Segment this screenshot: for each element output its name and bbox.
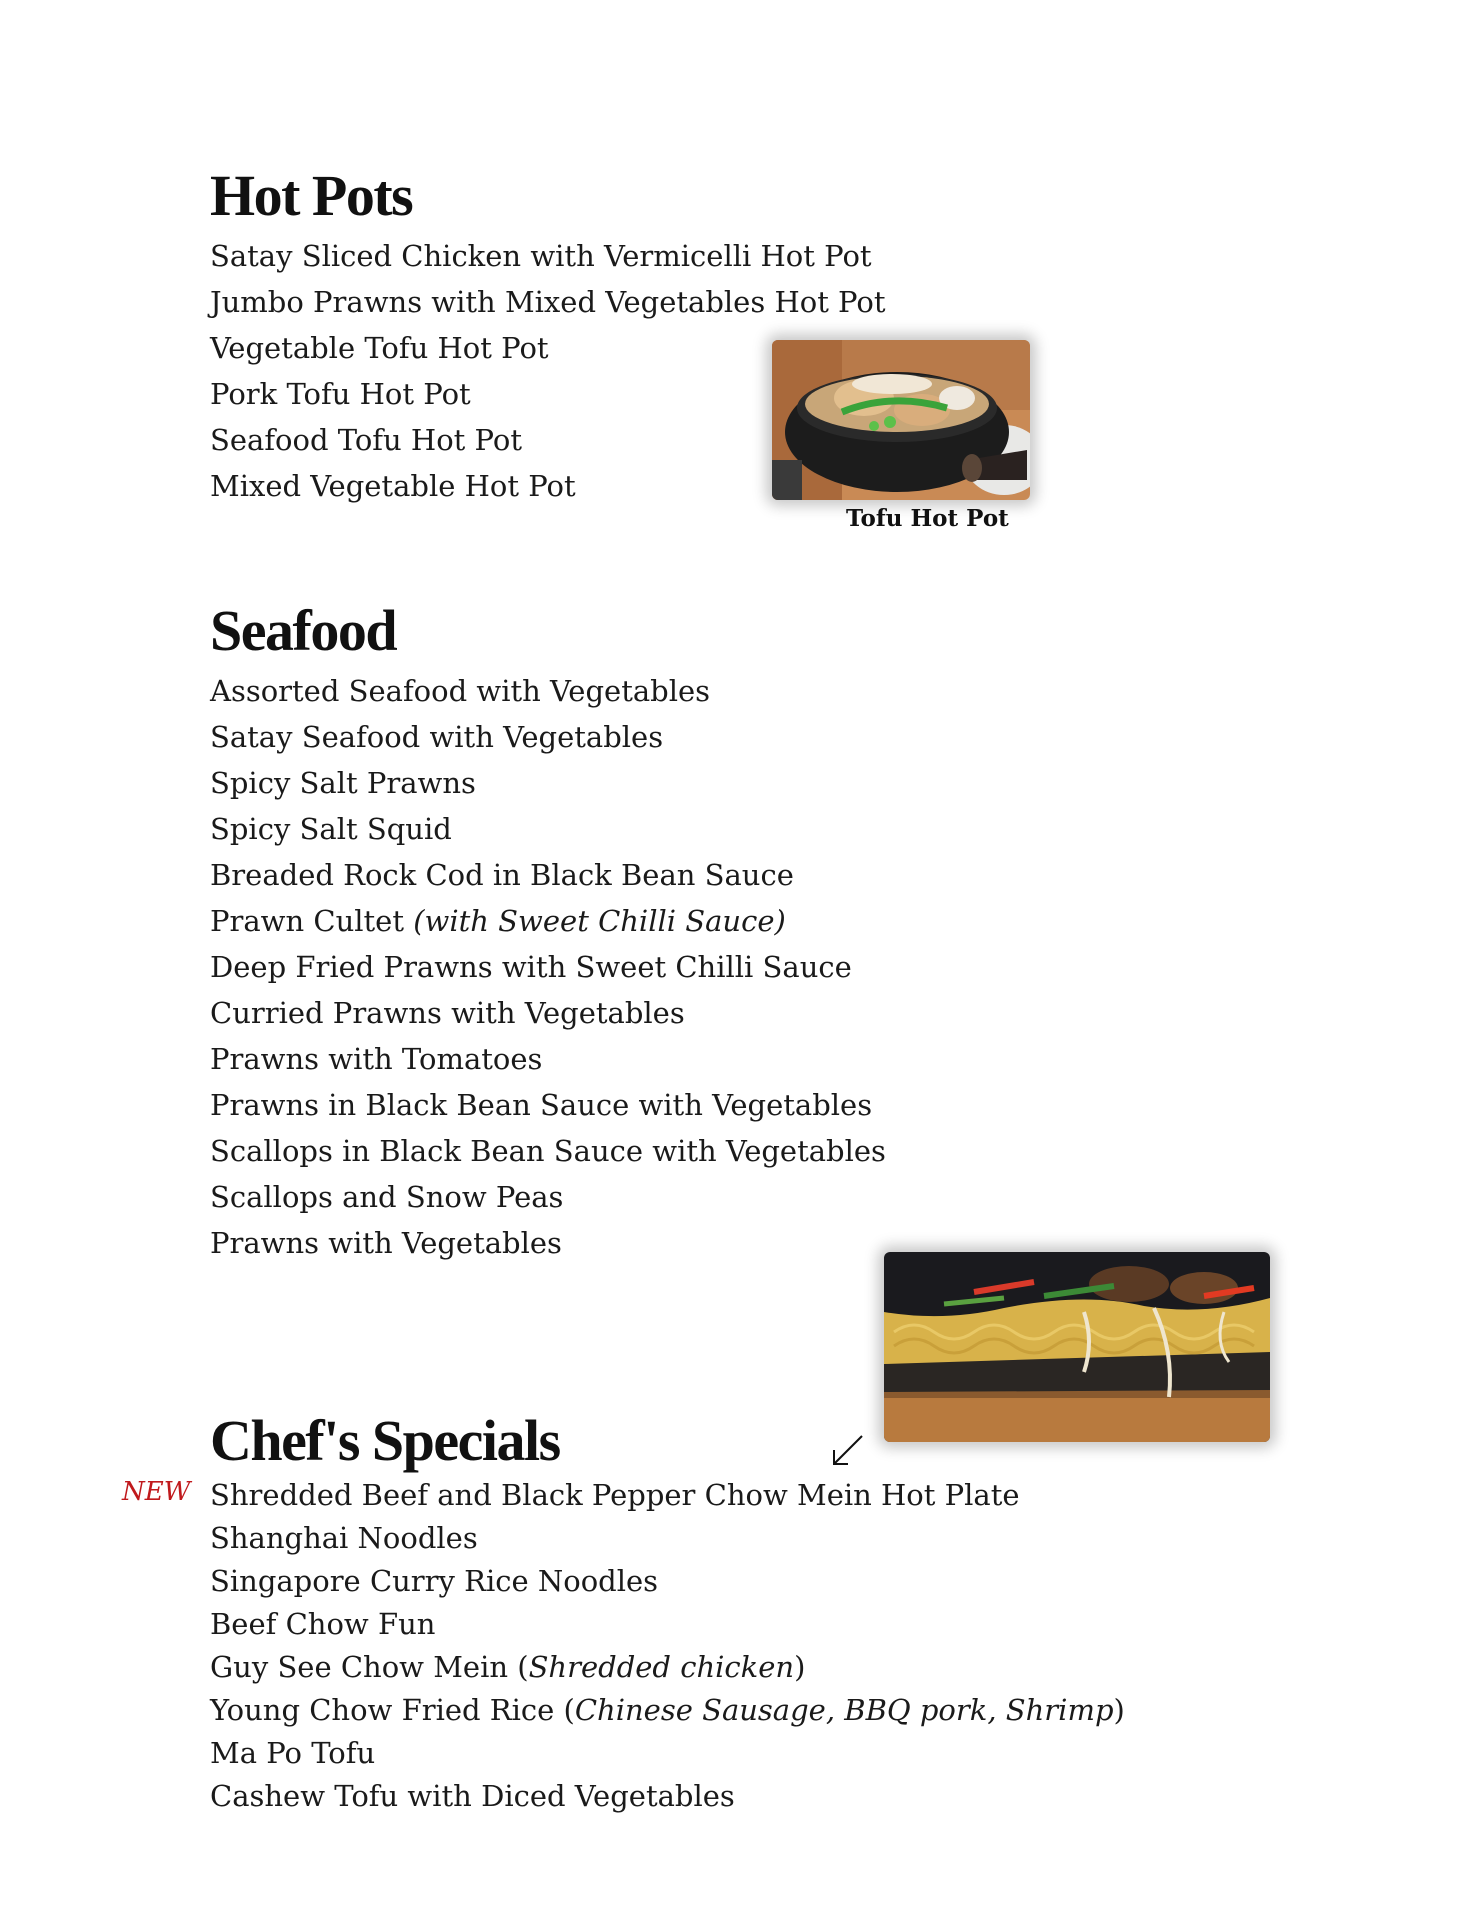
menu-item: Scallops in Black Bean Sauce with Vegetables <box>210 1134 886 1168</box>
menu-item: Pork Tofu Hot Pot <box>210 377 471 411</box>
menu-item: Vegetable Tofu Hot Pot <box>210 331 549 365</box>
chow-mein-illustration <box>884 1252 1270 1442</box>
menu-item: Jumbo Prawns with Mixed Vegetables Hot Pot <box>210 285 886 319</box>
seafood-list <box>210 668 886 1266</box>
menu-item: Beef Chow Fun <box>210 1607 436 1641</box>
menu-item: Seafood Tofu Hot Pot <box>210 423 523 457</box>
menu-item-note: Shredded chicken <box>528 1650 795 1684</box>
menu-item: Breaded Rock Cod in Black Bean Sauce <box>210 858 794 892</box>
menu-item <box>210 898 886 944</box>
hot-pots-title: Hot Pots <box>210 163 413 228</box>
menu-item: Prawns in Black Bean Sauce with Vegetables <box>210 1088 873 1122</box>
menu-item: Deep Fried Prawns with Sweet Chilli Sauce <box>210 950 852 984</box>
menu-item-note: Chinese Sausage, BBQ pork, Shrimp <box>574 1693 1114 1727</box>
photo-caption: Tofu Hot Pot <box>846 505 1009 532</box>
menu-item-name: Prawn Cultet <box>210 904 414 938</box>
chefs-specials-list <box>210 1474 1125 1818</box>
menu-item-name: Young Chow Fried Rice ( <box>210 1693 575 1727</box>
menu-item: Satay Seafood with Vegetables <box>210 720 664 754</box>
menu-item: Prawns with Vegetables <box>210 1226 562 1260</box>
menu-item: Curried Prawns with Vegetables <box>210 996 685 1030</box>
menu-item: Mixed Vegetable Hot Pot <box>210 469 576 503</box>
menu-item-note: (with Sweet Chilli Sauce) <box>413 904 786 938</box>
menu-item: Scallops and Snow Peas <box>210 1180 564 1214</box>
menu-item: Shredded Beef and Black Pepper Chow Mein Hot Plate <box>210 1478 1020 1512</box>
menu-item: Ma Po Tofu <box>210 1736 376 1770</box>
menu-item: Shanghai Noodles <box>210 1521 478 1555</box>
menu-item-close: ) <box>1113 1693 1125 1727</box>
menu-item-close: ) <box>794 1650 806 1684</box>
tofu-hot-pot-illustration <box>772 340 1030 500</box>
menu-item <box>210 1689 1125 1732</box>
menu-item: Satay Sliced Chicken with Vermicelli Hot Pot <box>210 239 872 273</box>
arrow-down-left-icon <box>828 1432 868 1476</box>
menu-item: Spicy Salt Prawns <box>210 766 476 800</box>
seafood-title: Seafood <box>210 598 397 663</box>
tofu-hot-pot-photo <box>772 340 1030 500</box>
chefs-specials-title: Chef's Specials <box>210 1408 560 1473</box>
chow-mein-hot-plate-photo <box>884 1252 1270 1442</box>
menu-item: Prawns with Tomatoes <box>210 1042 543 1076</box>
menu-item: Assorted Seafood with Vegetables <box>210 674 711 708</box>
new-badge: NEW <box>122 1477 191 1507</box>
menu-item: Spicy Salt Squid <box>210 812 452 846</box>
menu-item: Cashew Tofu with Diced Vegetables <box>210 1779 735 1813</box>
menu-item: Singapore Curry Rice Noodles <box>210 1564 659 1598</box>
menu-item <box>210 1646 1125 1689</box>
menu-item-name: Guy See Chow Mein ( <box>210 1650 529 1684</box>
